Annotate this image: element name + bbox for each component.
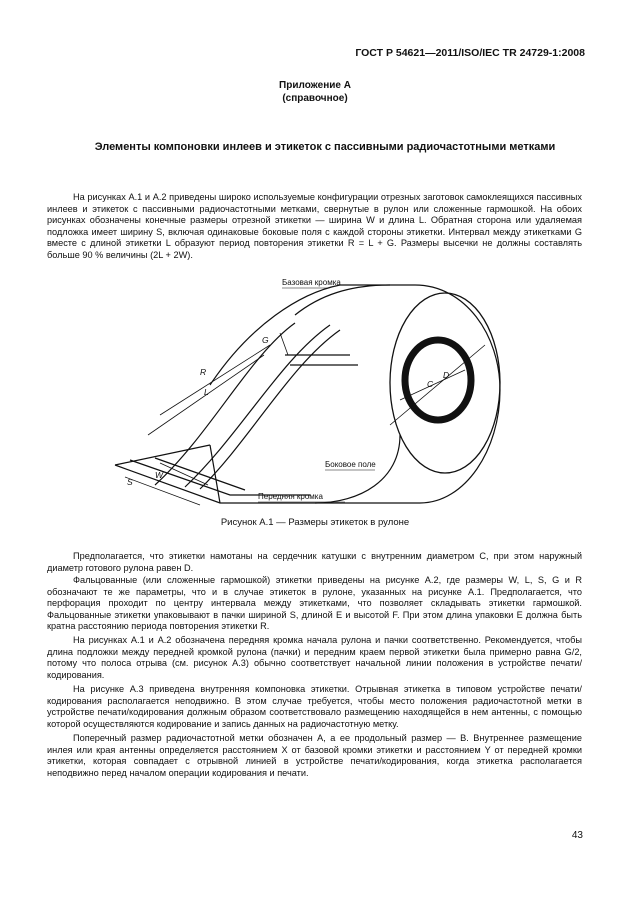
label-r: R [200, 367, 207, 377]
paragraph-2: Предполагается, что этикетки намотаны на сердечник катушки с внутренним диаметром С, при этом наружный диаметр готового рулона равен D. [47, 551, 582, 573]
roll-figure [100, 275, 520, 515]
figure-caption: Рисунок А.1 — Размеры этикеток в рулоне [220, 517, 410, 528]
label-d: D [443, 370, 450, 380]
paragraph-4: На рисунках А.1 и А.2 обозначена передняя кромка начала рулона и пачки соответственно. Рекомендуется, чтобы длина подложки между передней кромкой рулона (пачки) и передним краем первой этикетки была примерно равна G/2, потому что полоса отрыва (см. рисунок А.3) обычно соответствует начальной линии положения в устройстве печати/кодирования. [47, 635, 582, 680]
paragraph-3: Фальцованные (или сложенные гармошкой) этикетки приведены на рисунке А.2, где размеры W, L, S, G и R обозначают те же параметры, что и в случае этикеток в рулоне, указанных на рисунке А.1. Предполагается, что перфорация проходит по центру интервала между этикетками, что позволяет складывать этикетки гармошкой. Фальцованные этикетки упаковывают в пачки шириной S, длиной E и высотой F. При этом длина упаковки E должна быть кратна расстоянию периода повторения этикетки R. [47, 575, 582, 632]
label-base-edge: Базовая кромка [282, 278, 341, 287]
page-number: 43 [571, 830, 583, 841]
label-l: L [204, 387, 209, 397]
paragraph-1: На рисунках А.1 и А.2 приведены широко используемые конфигурации отрезных заготовок самоклеящихся пассивных инлеев и этикеток с пассивными радиочастотными метками, свернутые в рулон или сложенные гармошкой. На обоих рисунках обозначены конечные размеры отрезной этикетки — ширина W и длина L. Обратная сторона или удаляемая подложка имеет ширину S, включая одинаковые боковые поля с каждой стороны этикетки. Интервал между этикетками G вместе с длиной этикетки L образуют период повторения этикетки R = L + G. Размеры высечки не должны составлять больше 90 % величины (2L + 2W). [47, 192, 582, 260]
appendix-note: (справочное) [282, 93, 348, 104]
label-g: G [262, 335, 269, 345]
label-base-margin: Боковое поле [325, 460, 376, 469]
paragraph-6: Поперечный размер радиочастотной метки обозначен А, а ее продольный размер — В. Внутреннее размещение инлея или края антенны определяется расстоянием Х от базовой кромки этикетки и расстоянием Y от передней кромки этикетки, которая совпадает с отрывной линией в устройстве печати/кодирования, когда этикетка располагается неподвижно перед началом операции кодирования и печати. [47, 733, 582, 778]
document-header: ГОСТ Р 54621—2011/ISO/IEC TR 24729-1:2008 [355, 47, 585, 59]
label-front-edge: Передняя кромка [258, 492, 323, 501]
label-s: S [127, 477, 133, 487]
label-c: C [427, 379, 434, 389]
paragraph-5: На рисунке А.3 приведена внутренняя компоновка этикетки. Отрывная этикетка в типовом устройстве печати/кодирования располагается неподвижно. В этом случае требуется, чтобы место положения радиочастотной метки в устройстве печати/кодирования должным образом соответствовало размещению находящейся в нем антенны, с помощью которой осуществляются кодирование и запись данных на радиочастотную метку. [47, 684, 582, 729]
label-w: W [155, 470, 164, 480]
section-title: Элементы компоновки инлеев и этикеток с пассивными радиочастотными метками [94, 141, 556, 153]
appendix-label: Приложение А [279, 80, 351, 91]
